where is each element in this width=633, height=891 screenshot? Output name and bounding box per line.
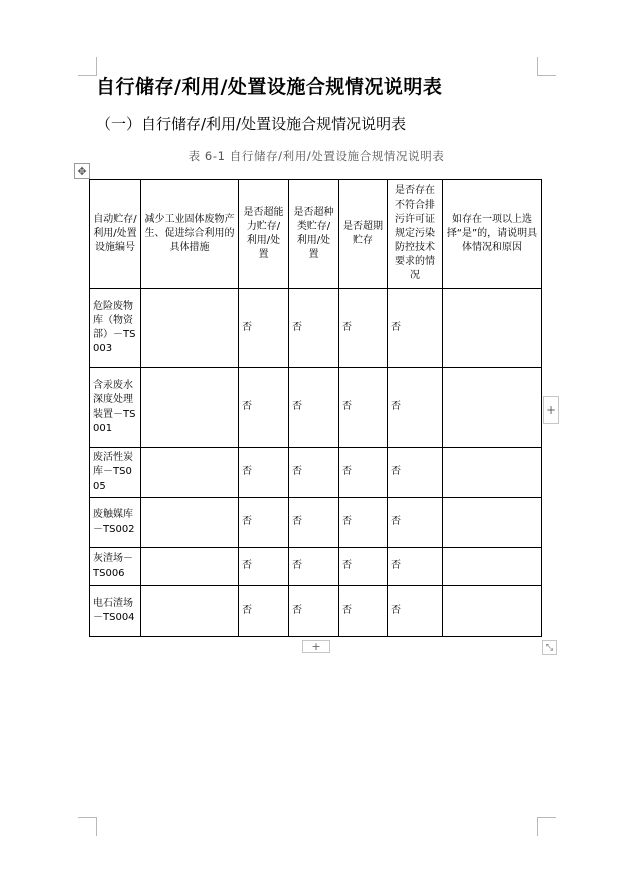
cell-measures[interactable] [141,289,239,368]
cell-over-capacity[interactable]: 否 [239,498,289,548]
cell-noncompliance[interactable]: 否 [388,586,443,637]
cell-over-type[interactable]: 否 [289,448,339,498]
add-row-button[interactable]: + [302,640,330,653]
table-row [90,448,542,498]
table-resize-handle[interactable]: ⤡ [542,640,557,655]
table-header-row [90,180,542,289]
crop-mark-bottom-right [537,817,556,836]
cell-overdue[interactable]: 否 [339,498,388,548]
cell-explanation[interactable] [443,586,542,637]
cell-facility[interactable]: 含汞废水深度处理装置－TS001 [90,368,141,448]
cell-explanation[interactable] [443,289,542,368]
add-column-button[interactable]: + [543,396,559,424]
header-explanation[interactable]: 如存在一项以上选择“是”的，请说明具体情况和原因 [443,180,542,289]
header-overdue-storage[interactable]: 是否超期贮存 [339,180,388,289]
cell-overdue[interactable]: 否 [339,368,388,448]
crop-mark-top-right [537,57,556,76]
table-row [90,548,542,586]
cell-facility[interactable]: 电石渣场－TS004 [90,586,141,637]
cell-over-type[interactable]: 否 [289,548,339,586]
cell-explanation[interactable] [443,448,542,498]
cell-over-capacity[interactable]: 否 [239,368,289,448]
cell-explanation[interactable] [443,498,542,548]
header-facility-id[interactable]: 自动贮存/利用/处置设施编号 [90,180,141,289]
cell-explanation[interactable] [443,368,542,448]
cell-measures[interactable] [141,586,239,637]
cell-over-capacity[interactable]: 否 [239,289,289,368]
cell-overdue[interactable]: 否 [339,448,388,498]
cell-noncompliance[interactable]: 否 [388,368,443,448]
header-measures[interactable]: 减少工业固体废物产生、促进综合利用的具体措施 [141,180,239,289]
cell-over-type[interactable]: 否 [289,368,339,448]
cell-over-type[interactable]: 否 [289,586,339,637]
cell-noncompliance[interactable]: 否 [388,548,443,586]
cell-facility[interactable]: 灰渣场－TS006 [90,548,141,586]
cell-over-type[interactable]: 否 [289,498,339,548]
cell-noncompliance[interactable]: 否 [388,498,443,548]
cell-measures[interactable] [141,368,239,448]
header-noncompliance[interactable]: 是否存在不符合排污许可证规定污染防控技术要求的情况 [388,180,443,289]
cell-measures[interactable] [141,548,239,586]
cell-explanation[interactable] [443,548,542,586]
table-row [90,289,542,368]
cell-noncompliance[interactable]: 否 [388,289,443,368]
header-over-capacity[interactable]: 是否超能力贮存/利用/处置 [239,180,289,289]
cell-overdue[interactable]: 否 [339,548,388,586]
table-row [90,498,542,548]
cell-over-capacity[interactable]: 否 [239,548,289,586]
crop-mark-top-left [78,57,97,76]
cell-measures[interactable] [141,448,239,498]
cell-overdue[interactable]: 否 [339,586,388,637]
cell-measures[interactable] [141,498,239,548]
cell-noncompliance[interactable]: 否 [388,448,443,498]
table-row [90,368,542,448]
section-heading: （一）自行储存/利用/处置设施合规情况说明表 [96,115,407,133]
table-caption: 表 6-1 自行储存/利用/处置设施合规情况说明表 [188,149,445,163]
move-icon: ✥ [77,164,87,178]
cell-facility[interactable]: 废触媒库－TS002 [90,498,141,548]
table-move-handle[interactable] [74,163,90,179]
table-row [90,586,542,637]
crop-mark-bottom-left [78,817,97,836]
cell-over-capacity[interactable]: 否 [239,586,289,637]
header-over-type[interactable]: 是否超种类贮存/利用/处置 [289,180,339,289]
cell-overdue[interactable]: 否 [339,289,388,368]
cell-facility[interactable]: 危险废物库（物资部）－TS003 [90,289,141,368]
cell-facility[interactable]: 废活性炭库－TS005 [90,448,141,498]
cell-over-capacity[interactable]: 否 [239,448,289,498]
document-title: 自行储存/利用/处置设施合规情况说明表 [96,76,443,98]
compliance-table [89,179,542,637]
cell-over-type[interactable]: 否 [289,289,339,368]
